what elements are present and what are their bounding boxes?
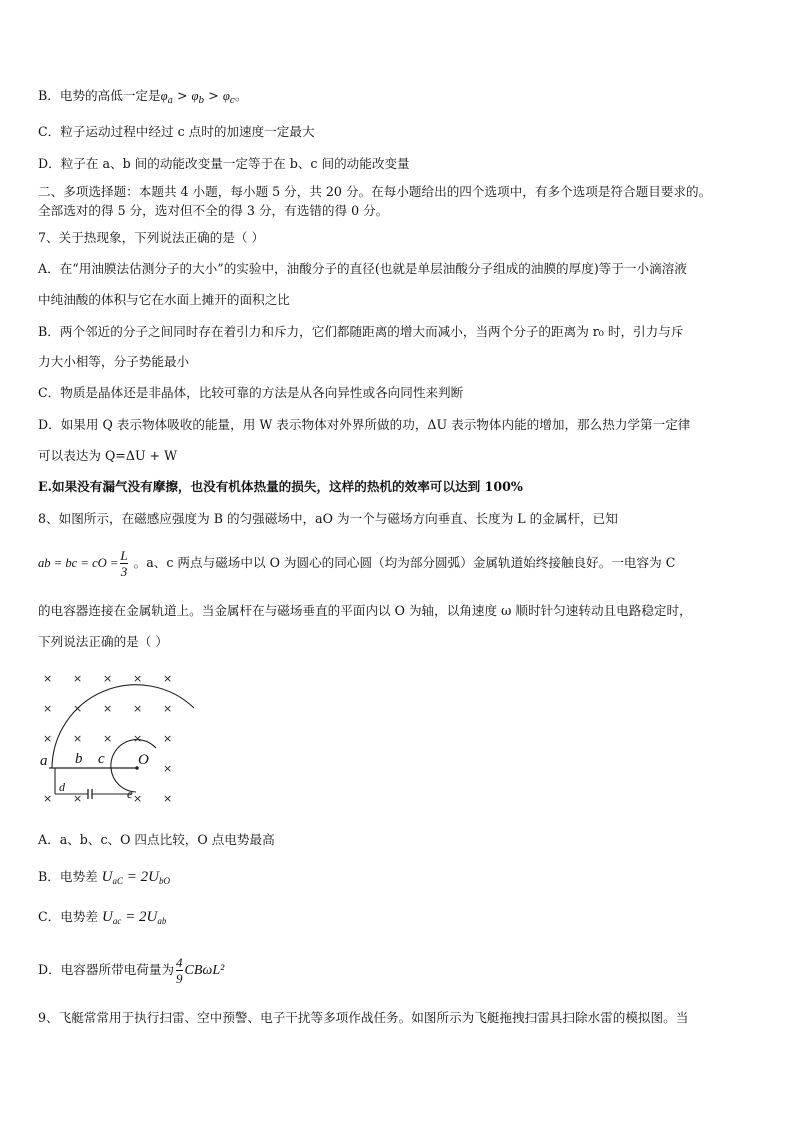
cross-mark: ×	[163, 702, 173, 715]
label-o: O	[138, 752, 149, 768]
q8-diagram	[34, 664, 194, 809]
q6-option-b-suffix: 。	[234, 88, 248, 103]
q8-stem-line4: 下列说法正确的是（ ）	[38, 634, 168, 649]
outer-arc	[52, 685, 194, 768]
q8-option-d-fraction	[176, 955, 183, 986]
cross-mark: ×	[163, 732, 173, 745]
q8-stem-line3: 的电容器连接在金属轨道上。当金属杆在与磁场垂直的平面内以 O 为轴，以角速度 ω 顺时针匀速转动且电路稳定时，	[38, 603, 692, 618]
q8-stem-line2	[38, 548, 758, 579]
q7-option-c: C．物质是晶体还是非晶体，比较可靠的方法是从各向异性或各向同性来判断	[38, 385, 464, 400]
label-d: d	[59, 780, 65, 794]
section2-line1: 二、多项选择题：本题共 4 小题，每小题 5 分，共 20 分。在每小题给出的四个选项中，有多个选项是符合题目要求的。	[38, 184, 712, 199]
cross-mark: ×	[163, 672, 173, 685]
cross-mark: ×	[73, 702, 83, 715]
q8-stem-line1: 8、如图所示，在磁感应强度为 B 的匀强磁场中，aO 为一个与磁场方向垂直、长度为 L 的金属杆，已知	[38, 511, 618, 526]
q6-option-b: B．电势的高低一定是$\varphi_a > \varphi_b > \varphi_c$。	[38, 88, 248, 106]
cross-mark: ×	[163, 762, 173, 775]
q8-option-c-label: C．电势差	[38, 909, 99, 924]
q8-frac-den: 3	[120, 564, 128, 579]
cross-mark: ×	[73, 792, 83, 805]
q7-option-a-line2: 中纯油酸的体积与它在水面上摊开的面积之比	[38, 292, 290, 307]
q8-option-d-label: D．电容器所带电荷量为	[38, 962, 175, 977]
q7-option-a-line1: A．在“用油膜法估测分子的大小”的实验中，油酸分子的直径(也就是单层油酸分子组成的油膜的厚度)等于一小滴溶液	[38, 261, 687, 276]
label-a: a	[40, 753, 48, 769]
q8-option-c	[38, 908, 758, 930]
label-c: c	[98, 751, 105, 767]
cross-mark: ×	[73, 732, 83, 745]
cross-mark: ×	[133, 732, 143, 745]
q7-stem: 7、关于热现象，下列说法正确的是（ ）	[38, 230, 265, 245]
q7-option-b-line1: B．两个邻近的分子之间同时存在着引力和斥力，它们都随距离的增大而减小，当两个分子的距离为 r₀ 时，引力与斥	[38, 324, 684, 339]
q7-option-e: E.如果没有漏气没有摩擦，也没有机体热量的损失，这样的热机的效率可以达到 100%	[38, 479, 523, 494]
q8-option-d	[38, 954, 758, 987]
q8-option-d-num: 4	[176, 955, 183, 970]
cross-mark: ×	[133, 702, 143, 715]
q7-option-d-line2: 可以表达为 Q=ΔU + W	[38, 448, 178, 463]
cross-mark: ×	[43, 732, 53, 745]
q8-option-c-expr: $U_{ac} = 2U_{ab}$	[102, 909, 167, 926]
q6-option-c: C．粒子运动过程中经过 c 点时的加速度一定最大	[38, 124, 315, 139]
q6-option-d: D．粒子在 a、b 间的动能改变量一定等于在 b、c 间的动能改变量	[38, 156, 410, 171]
q8-option-d-expr: CBωL²	[184, 963, 225, 978]
section2-line2: 全部选对的得 5 分，选对但不全的得 3 分，有选错的得 0 分。	[38, 203, 389, 218]
cross-mark: ×	[103, 672, 113, 685]
q8-equation: ab = bc = cO =	[38, 556, 119, 570]
cross-mark: ×	[103, 702, 113, 715]
q8-option-b-label: B．电势差	[38, 869, 98, 884]
cross-mark: ×	[43, 792, 53, 805]
cross-mark: ×	[43, 672, 53, 685]
q7-option-b-line2: 力大小相等，分子势能最小	[38, 354, 190, 369]
cross-mark: ×	[163, 792, 173, 805]
q8-fraction	[120, 548, 127, 579]
cross-mark: ×	[133, 792, 143, 805]
q8-option-b	[38, 868, 758, 890]
q9-stem-line1: 9、飞艇常常用于执行扫雷、空中预警、电子干扰等多项作战任务。如图所示为飞艇拖拽扫雷具扫除水雷的模拟图。当	[38, 1010, 689, 1025]
q6-option-b-text: B．电势的高低一定是	[38, 88, 161, 103]
q8-option-a: A．a、b、c、O 四点比较，O 点电势最高	[38, 832, 275, 847]
q8-frac-num: L	[120, 548, 128, 563]
label-b: b	[75, 751, 83, 767]
cross-mark: ×	[133, 672, 143, 685]
q8-stem-line2-rest: 。a、c 两点与磁场中以 O 为圆心的同心圆（均为部分圆弧）金属轨道始终接触良好。一电容为 C	[133, 555, 676, 570]
cross-mark: ×	[103, 732, 113, 745]
q8-option-b-expr: $U_{aC} = 2U_{bO}$	[101, 869, 170, 886]
q8-option-d-den: 9	[176, 971, 183, 986]
inner-arc	[111, 740, 156, 792]
cross-mark: ×	[73, 672, 83, 685]
cross-mark: ×	[43, 702, 53, 715]
label-e: e	[127, 786, 133, 801]
q7-option-d-line1: D．如果用 Q 表示物体吸收的能量，用 W 表示物体对外界所做的功，ΔU 表示物体内能的增加，那么热力学第一定律	[38, 417, 691, 432]
